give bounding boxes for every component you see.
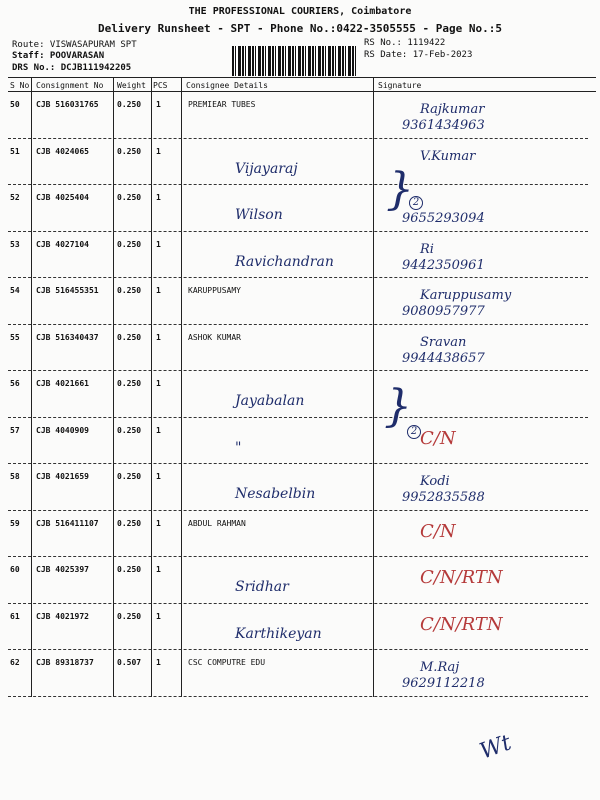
drs-label: DRS No.: DCJB111942205 [12,63,132,73]
row-consignment-no: CJB 516340437 [36,332,99,342]
row-divider [8,184,588,185]
row-phone: 9944438657 [402,350,485,366]
row-pcs: 1 [156,518,161,528]
row-divider [8,696,588,697]
circle-mark-1: 2 [409,196,423,210]
row-divider [8,370,588,371]
row-pcs: 1 [156,472,161,481]
row-consignee: PREMIEAR TUBES [188,100,256,109]
row-sno: 60 [10,565,20,574]
row-weight: 0.250 [117,518,142,528]
row-weight: 0.250 [117,332,142,342]
row-weight: 0.507 [117,658,142,667]
rs-date: RS Date: 17-Feb-2023 [364,50,473,60]
row-weight: 0.250 [117,379,142,388]
row-consignment-no: CJB 4021659 [36,472,89,481]
row-consignment-no: CJB 4027104 [36,239,89,249]
row-sno: 59 [10,518,20,528]
row-pcs: 1 [156,565,161,574]
row-weight: 0.250 [117,286,142,295]
row-phone: 9655293094 [402,211,485,226]
row-sno: 58 [10,472,20,481]
row-signature: Ri [420,241,434,257]
row-divider [8,556,588,557]
row-pcs: 1 [156,379,161,388]
row-handwritten-name: Vijayaraj [235,160,298,177]
row-pcs: 1 [156,239,161,249]
row-consignment-no: CJB 516031765 [36,100,99,109]
row-signature: Karuppusamy [420,288,512,303]
row-pcs: 1 [156,332,161,342]
row-pcs: 1 [156,100,161,109]
col-header-consignment: Consignment No [36,81,104,90]
barcode [232,46,356,76]
row-handwritten-name: Sridhar [235,579,289,595]
col-header-signature: Signature [378,81,422,90]
row-phone: 9361434963 [402,118,485,133]
row-signature: C/N/RTN [420,567,503,588]
row-consignee: KARUPPUSAMY [188,286,241,295]
row-signature: M.Raj [420,660,460,675]
row-divider [8,417,588,418]
row-weight: 0.250 [117,100,142,109]
row-weight: 0.250 [117,472,142,481]
row-divider [8,510,588,511]
brace-mark-2: } [384,381,412,432]
row-sno: 51 [10,146,20,156]
row-consignment-no: CJB 516411107 [36,518,99,528]
row-signature: C/N [420,520,456,542]
row-divider [8,324,588,325]
row-divider [8,603,588,604]
row-sno: 52 [10,193,20,202]
row-phone: 9080957977 [402,304,485,319]
row-consignment-no: CJB 4025397 [36,565,89,574]
row-signature: Rajkumar [420,102,485,117]
row-pcs: 1 [156,193,161,202]
row-sno: 62 [10,658,20,667]
row-weight: 0.250 [117,193,142,202]
col-header-weight: Weight [117,81,146,90]
row-handwritten-name: Karthikeyan [235,625,322,642]
row-consignee: ASHOK KUMAR [188,332,241,342]
staff-label: Staff: POOVARASAN [12,51,105,61]
table-header-line [8,91,596,92]
row-divider [8,231,588,232]
row-sno: 50 [10,100,20,109]
document-subtitle: Delivery Runsheet - SPT - Phone No.:0422-3505555 - Page No.:5 [98,22,502,35]
row-pcs: 1 [156,146,161,156]
row-handwritten-name: Jayabalan [235,393,305,409]
row-consignee: CSC COMPUTRE EDU [188,658,266,667]
row-consignment-no: CJB 4021972 [36,611,89,621]
col-header-pcs: PCS [153,81,168,90]
row-sno: 57 [10,425,20,435]
table-top-line [8,77,596,78]
row-pcs: 1 [156,658,161,667]
row-weight: 0.250 [117,425,142,435]
row-phone: 9442350961 [402,257,485,273]
row-consignment-no: CJB 89318737 [36,658,94,667]
row-pcs: 1 [156,425,161,435]
footer-mark: Wt [476,730,515,765]
row-consignment-no: CJB 4024065 [36,146,89,156]
row-sno: 53 [10,239,20,249]
rs-number: RS No.: 1119422 [364,38,446,48]
row-phone: 9952835588 [402,490,485,505]
row-sno: 56 [10,379,20,388]
row-signature: V.Kumar [420,148,476,164]
row-weight: 0.250 [117,146,142,156]
row-weight: 0.250 [117,611,142,621]
row-sno: 55 [10,332,20,342]
circle-mark-2: 2 [407,425,421,439]
row-handwritten-name: Nesabelbin [235,486,316,502]
row-pcs: 1 [156,611,161,621]
row-consignment-no: CJB 4025404 [36,193,89,202]
row-sno: 61 [10,611,20,621]
row-divider [8,277,588,278]
row-phone: 9629112218 [402,676,485,691]
row-handwritten-name: Ravichandran [235,253,334,270]
row-pcs: 1 [156,286,161,295]
row-divider [8,138,588,139]
row-signature: C/N [420,427,456,449]
row-weight: 0.250 [117,565,142,574]
route-label: Route: VISWASAPURAM SPT [12,40,137,50]
document-title: THE PROFESSIONAL COURIERS, Coimbatore [188,6,412,17]
row-weight: 0.250 [117,239,142,249]
row-signature: C/N/RTN [420,613,503,635]
row-consignment-no: CJB 4021661 [36,379,89,388]
row-handwritten-name: " [235,439,242,456]
row-sno: 54 [10,286,20,295]
row-divider [8,463,588,464]
col-header-consignee: Consignee Details [186,81,268,90]
row-consignment-no: CJB 516455351 [36,286,99,295]
row-consignee: ABDUL RAHMAN [188,518,246,528]
row-handwritten-name: Wilson [235,207,283,223]
row-consignment-no: CJB 4040909 [36,425,89,435]
row-signature: Kodi [420,474,450,489]
row-divider [8,649,588,650]
row-signature: Sravan [420,334,467,350]
col-header-sno: S No [10,81,30,90]
brace-mark-1: } [386,164,414,215]
